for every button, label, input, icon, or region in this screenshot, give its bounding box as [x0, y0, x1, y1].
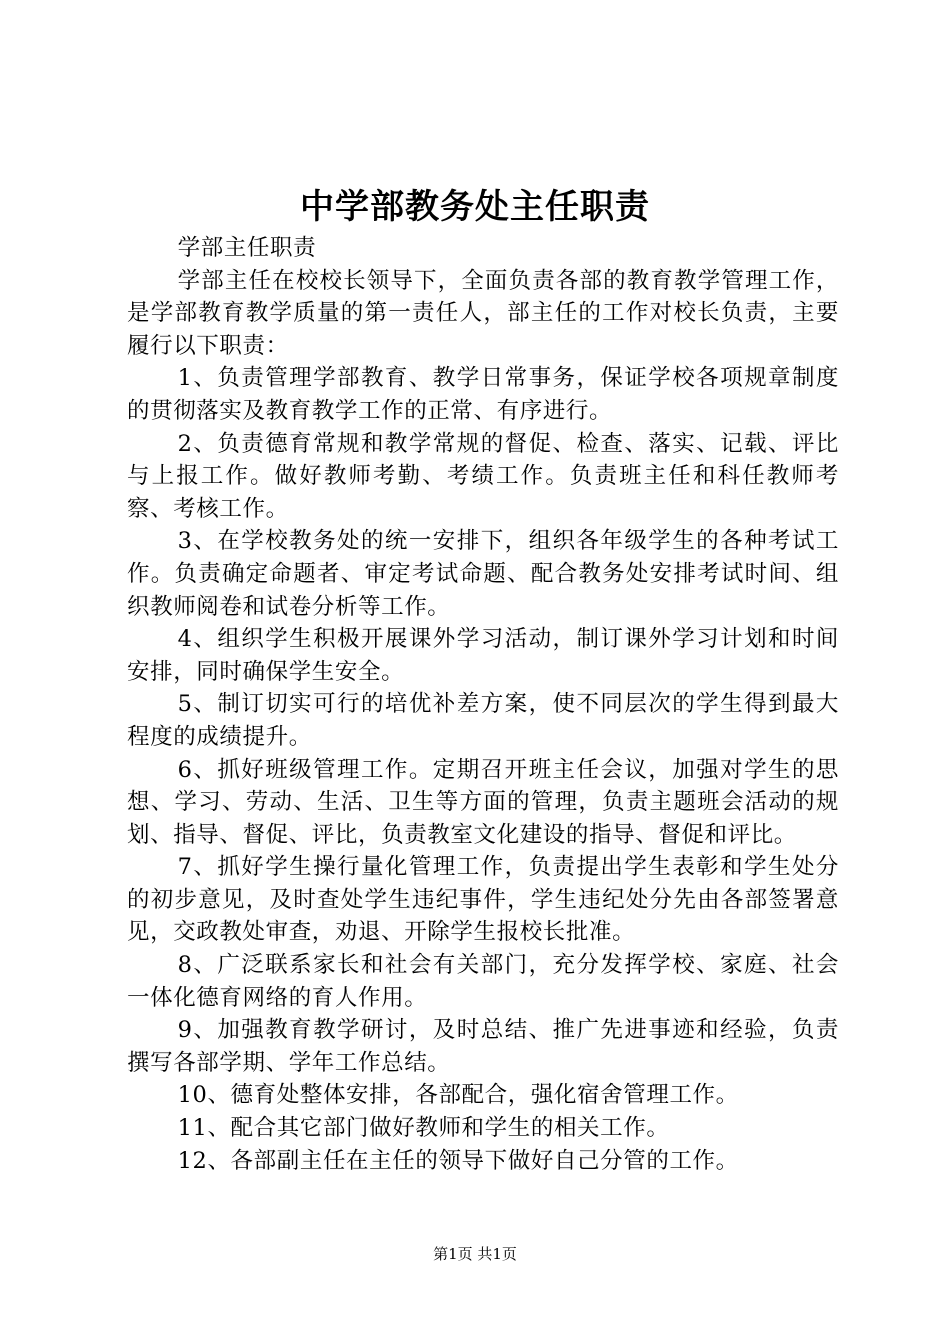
duty-item-10: 10、德育处整体安排，各部配合，强化宿舍管理工作。: [177, 1082, 739, 1109]
section-heading: 学部主任职责: [177, 235, 317, 261]
duty-item-8: 8、广泛联系家长和社会有关部门，充分发挥学校、家庭、社会一体化德育网络的育人作用。: [127, 952, 839, 1011]
document-title: 中学部教务处主任职责: [300, 187, 650, 227]
duty-item-6: 6、抓好班级管理工作。定期召开班主任会议，加强对学生的思想、学习、劳动、生活、卫生等方面的管理，负责主题班会活动的规划、指导、督促、评比，负责教室文化建设的指导、督促和评比。: [127, 756, 839, 848]
duty-item-1: 1、负责管理学部教育、教学日常事务，保证学校各项规章制度的贯彻落实及教育教学工作的正常、有序进行。: [127, 365, 839, 424]
page-number-indicator: 第1页 共1页: [433, 1245, 517, 1263]
duty-item-9: 9、加强教育教学研讨，及时总结、推广先进事迹和经验，负责撰写各部学期、学年工作总结。: [127, 1017, 839, 1076]
intro-paragraph: 学部主任在校校长领导下，全面负责各部的教育教学管理工作，是学部教育教学质量的第一责任人，部主任的工作对校长负责，主要履行以下职责：: [127, 267, 839, 359]
duty-item-7: 7、抓好学生操行量化管理工作，负责提出学生表彰和学生处分的初步意见，及时查处学生违纪事件，学生违纪处分先由各部签署意见，交政教处审查，劝退、开除学生报校长批准。: [127, 854, 839, 946]
duty-item-3: 3、在学校教务处的统一安排下，组织各年级学生的各种考试工作。负责确定命题者、审定考试命题、配合教务处安排考试时间、组织教师阅卷和试卷分析等工作。: [127, 528, 839, 620]
duty-item-12: 12、各部副主任在主任的领导下做好自己分管的工作。: [177, 1147, 739, 1174]
page-footer: [0, 1243, 950, 1265]
document-body: [127, 232, 839, 1177]
duty-item-2: 2、负责德育常规和教学常规的督促、检查、落实、记载、评比与上报工作。做好教师考勤、考绩工作。负责班主任和科任教师考察、考核工作。: [127, 430, 839, 522]
duty-item-4: 4、组织学生积极开展课外学习活动，制订课外学习计划和时间安排，同时确保学生安全。: [127, 626, 839, 685]
duty-item-11: 11、配合其它部门做好教师和学生的相关工作。: [177, 1115, 670, 1142]
duty-item-5: 5、制订切实可行的培优补差方案，使不同层次的学生得到最大程度的成绩提升。: [127, 691, 839, 750]
